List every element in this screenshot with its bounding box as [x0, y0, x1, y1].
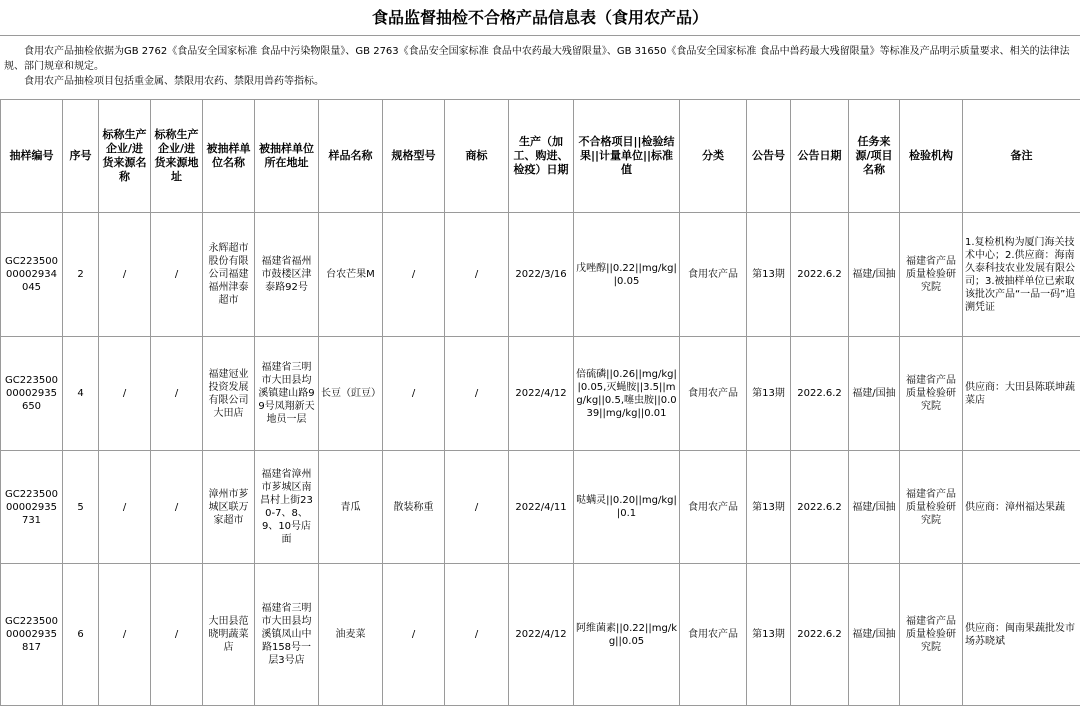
intro-text: [0, 36, 1080, 99]
cell-remark: 1.复检机构为厦门海关技术中心；2.供应商：海南久泰科技农业发展有限公司；3.被抽样单位已索取该批次产品“一品一码”追溯凭证: [963, 213, 1080, 337]
col-header-mfr-addr: 标称生产企业/进货来源地址: [151, 100, 203, 213]
cell-seq: 4: [63, 337, 99, 451]
cell-failed-item: 哒螨灵||0.20||mg/kg||0.1: [574, 451, 680, 564]
cell-mfr-addr: /: [151, 213, 203, 337]
cell-unit-addr: 福建省三明市大田县均溪镇凤山中路158号一层3号店: [255, 564, 319, 706]
cell-brand: /: [445, 213, 509, 337]
cell-task: 福建/国抽: [849, 451, 900, 564]
cell-lab: 福建省产品质量检验研究院: [900, 337, 963, 451]
col-header-category: 分类: [680, 100, 747, 213]
cell-sample-name: 青瓜: [319, 451, 383, 564]
cell-sample-id: GC22350000002935650: [1, 337, 63, 451]
cell-mfr-addr: /: [151, 564, 203, 706]
cell-mfr-addr: /: [151, 451, 203, 564]
cell-remark: 供应商：闽南果蔬批发市场苏晓斌: [963, 564, 1080, 706]
cell-date: 2022/4/12: [509, 337, 574, 451]
cell-category: 食用农产品: [680, 213, 747, 337]
cell-mfr-name: /: [99, 337, 151, 451]
cell-sample-id: GC22350000002934045: [1, 213, 63, 337]
cell-seq: 5: [63, 451, 99, 564]
cell-spec: /: [383, 213, 445, 337]
cell-notice-date: 2022.6.2: [791, 451, 849, 564]
cell-unit-addr: 福建省福州市鼓楼区津泰路92号: [255, 213, 319, 337]
cell-notice-date: 2022.6.2: [791, 564, 849, 706]
page-title: 食品监督抽检不合格产品信息表（食用农产品）: [0, 0, 1080, 36]
col-header-notice-date: 公告日期: [791, 100, 849, 213]
cell-mfr-addr: /: [151, 337, 203, 451]
cell-spec: 散装称重: [383, 451, 445, 564]
cell-seq: 6: [63, 564, 99, 706]
cell-sample-id: GC22350000002935817: [1, 564, 63, 706]
cell-notice: 第13期: [747, 564, 791, 706]
cell-failed-item: 戊唑醇||0.22||mg/kg||0.05: [574, 213, 680, 337]
table-header-row: [1, 100, 1080, 213]
cell-unit: 福建冠业投资发展有限公司大田店: [203, 337, 255, 451]
cell-date: 2022/4/11: [509, 451, 574, 564]
col-header-mfr-name: 标称生产企业/进货来源名称: [99, 100, 151, 213]
cell-spec: /: [383, 564, 445, 706]
col-header-unit: 被抽样单位名称: [203, 100, 255, 213]
cell-notice-date: 2022.6.2: [791, 337, 849, 451]
cell-seq: 2: [63, 213, 99, 337]
cell-category: 食用农产品: [680, 337, 747, 451]
table-row: [1, 451, 1080, 564]
cell-remark: 供应商：大田县陈联坤蔬菜店: [963, 337, 1080, 451]
cell-sample-name: 油麦菜: [319, 564, 383, 706]
col-header-notice: 公告号: [747, 100, 791, 213]
cell-sample-name: 台农芒果M: [319, 213, 383, 337]
cell-notice: 第13期: [747, 451, 791, 564]
col-header-brand: 商标: [445, 100, 509, 213]
cell-mfr-name: /: [99, 564, 151, 706]
cell-mfr-name: /: [99, 213, 151, 337]
col-header-remark: 备注: [963, 100, 1080, 213]
cell-lab: 福建省产品质量检验研究院: [900, 213, 963, 337]
col-header-unit-addr: 被抽样单位所在地址: [255, 100, 319, 213]
cell-task: 福建/国抽: [849, 337, 900, 451]
cell-task: 福建/国抽: [849, 213, 900, 337]
cell-lab: 福建省产品质量检验研究院: [900, 564, 963, 706]
cell-remark: 供应商：漳州福达果蔬: [963, 451, 1080, 564]
intro-line-2: 食用农产品抽检项目包括重金属、禁限用农药、禁限用兽药等指标。: [4, 74, 1076, 89]
cell-unit-addr: 福建省三明市大田县均溪镇建山路99号凤翔新天地员一层: [255, 337, 319, 451]
cell-sample-name: 长豆（豇豆）: [319, 337, 383, 451]
cell-brand: /: [445, 451, 509, 564]
cell-unit: 大田县范晓明蔬菜店: [203, 564, 255, 706]
cell-notice: 第13期: [747, 213, 791, 337]
intro-line-1: 食用农产品抽检依据为GB 2762《食品安全国家标准 食品中污染物限量》、GB 2763《食品安全国家标准 食品中农药最大残留限量》、GB 31650《食品安全国家标准 食品中兽药最大残留限量》等标准及产品明示质量要求、相关的法律法规、部门规章和规定。: [4, 44, 1076, 74]
cell-spec: /: [383, 337, 445, 451]
table-row: [1, 337, 1080, 451]
cell-category: 食用农产品: [680, 451, 747, 564]
cell-notice: 第13期: [747, 337, 791, 451]
cell-brand: /: [445, 564, 509, 706]
cell-sample-id: GC22350000002935731: [1, 451, 63, 564]
col-header-lab: 检验机构: [900, 100, 963, 213]
cell-date: 2022/3/16: [509, 213, 574, 337]
cell-unit: 永辉超市股份有限公司福建福州津泰超市: [203, 213, 255, 337]
cell-lab: 福建省产品质量检验研究院: [900, 451, 963, 564]
results-table: [0, 99, 1080, 706]
cell-failed-item: 阿维菌素||0.22||mg/kg||0.05: [574, 564, 680, 706]
cell-category: 食用农产品: [680, 564, 747, 706]
cell-unit: 漳州市芗城区联万家超市: [203, 451, 255, 564]
col-header-seq: 序号: [63, 100, 99, 213]
cell-notice-date: 2022.6.2: [791, 213, 849, 337]
table-row: [1, 564, 1080, 706]
cell-unit-addr: 福建省漳州市芗城区南昌村上街230-7、8、9、10号店面: [255, 451, 319, 564]
cell-mfr-name: /: [99, 451, 151, 564]
col-header-spec: 规格型号: [383, 100, 445, 213]
col-header-date: 生产（加工、购进、检疫）日期: [509, 100, 574, 213]
col-header-sample-name: 样品名称: [319, 100, 383, 213]
cell-brand: /: [445, 337, 509, 451]
cell-failed-item: 倍硫磷||0.26||mg/kg||0.05,灭蝇胺||3.5||mg/kg||0.5,噻虫胺||0.039||mg/kg||0.01: [574, 337, 680, 451]
cell-date: 2022/4/12: [509, 564, 574, 706]
col-header-failed-item: 不合格项目||检验结果||计量单位||标准值: [574, 100, 680, 213]
col-header-sample-id: 抽样编号: [1, 100, 63, 213]
cell-task: 福建/国抽: [849, 564, 900, 706]
table-row: [1, 213, 1080, 337]
col-header-task: 任务来源/项目名称: [849, 100, 900, 213]
